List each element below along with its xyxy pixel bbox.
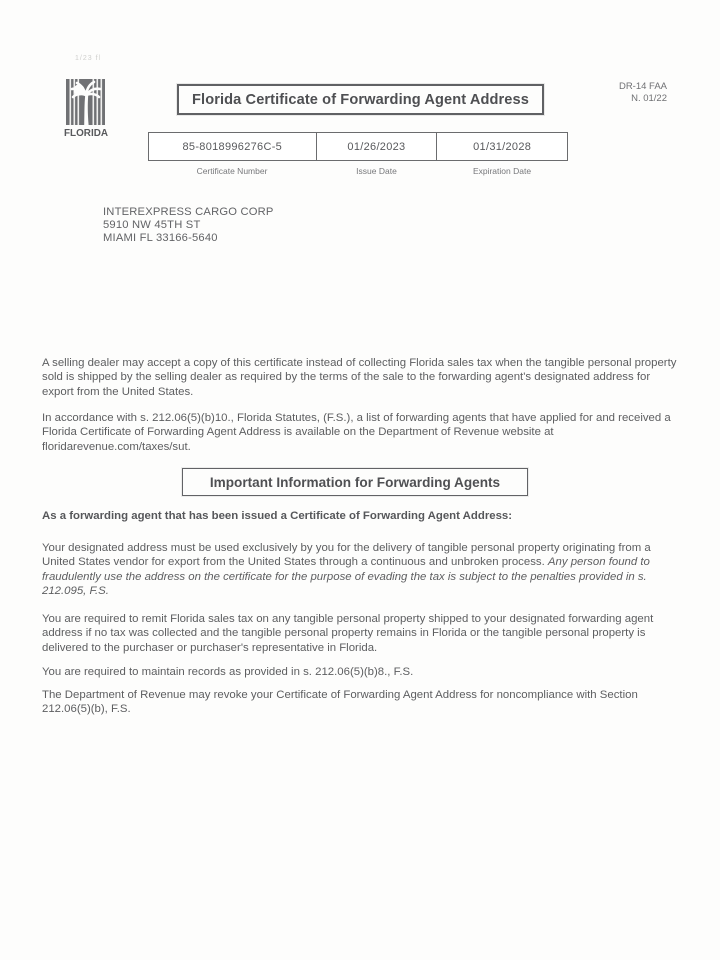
certificate-table-labels xyxy=(148,166,568,176)
paragraph-maintain-records: You are required to maintain records as provided in s. 212.06(5)(b)8., F.S. xyxy=(42,666,414,678)
intro-line: As a forwarding agent that has been issued a Certificate of Forwarding Agent Address: xyxy=(42,510,513,522)
expiration-date-value: 01/31/2028 xyxy=(473,140,532,153)
florida-dor-logo xyxy=(63,77,111,139)
paragraph-selling-dealer: A selling dealer may accept a copy of this certificate instead of collecting Florida sales tax when the tangible personal property sold is shipped by the selling dealer as required by the terms of the sale to the forwarding agent's designated address for export from the United States. xyxy=(42,357,677,398)
recipient-address-block xyxy=(103,206,274,244)
paragraph-designated-address-normal: Your designated address must be used exclusively by you for the delivery of tangible personal property originating from a United States vendor for export from the United States through a continuous and unbroken process. xyxy=(42,542,651,569)
certificate-number-value: 85-8018996276C-5 xyxy=(149,133,317,160)
certificate-number-label: Certificate Number xyxy=(196,166,268,176)
recipient-name: INTEREXPRESS CARGO CORP xyxy=(103,206,274,218)
certificate-table xyxy=(148,132,568,161)
expiration-date-label: Expiration Date xyxy=(472,166,532,176)
document-title-text: Florida Certificate of Forwarding Agent Address xyxy=(192,91,529,108)
issue-date-value: 01/26/2023 xyxy=(317,133,438,160)
document-title xyxy=(177,84,544,115)
recipient-street: 5910 NW 45TH ST xyxy=(103,218,201,231)
form-code-line1: DR-14 FAA xyxy=(618,81,667,92)
issue-date-label: Issue Date xyxy=(356,166,397,176)
form-code xyxy=(619,81,667,104)
paragraph-revoke: The Department of Revenue may revoke your Certificate of Forwarding Agent Address for noncompliance with Section 212.06(5)(b), F.S. xyxy=(42,689,638,716)
section-heading-text: Important Information for Forwarding Agents xyxy=(209,474,501,490)
section-heading-box xyxy=(182,468,528,496)
paragraph-designated-address xyxy=(42,541,682,599)
scan-artifact-text: 1/23 fl xyxy=(75,55,102,62)
logo-wordmark: FLORIDA xyxy=(64,127,109,139)
paragraph-statute-list: In accordance with s. 212.06(5)(b)10., Florida Statutes, (F.S.), a list of forwarding agents that have applied for and received a Florida Certificate of Forwarding Agent Address is available on the Department of Revenue website at floridarevenue.com/taxes/sut. xyxy=(42,412,671,453)
paragraph-designated-address-italic: Any person found to fraudulently use the address on the certificate for the purpose of evading the tax is subject to the penalties provided in s. 212.095, F.S. xyxy=(42,556,650,598)
form-code-line2: N. 01/22 xyxy=(631,92,667,104)
palm-tree-icon xyxy=(63,77,111,139)
paragraph-remit-tax: You are required to remit Florida sales tax on any tangible personal property shipped to your designated forwarding agent address if no tax was collected and the tangible personal property remains in Florida or the tangible personal property is delivered to the purchaser or purchaser's representative in Florida. xyxy=(42,613,654,654)
recipient-city-state-zip: MIAMI FL 33166-5640 xyxy=(103,231,218,244)
